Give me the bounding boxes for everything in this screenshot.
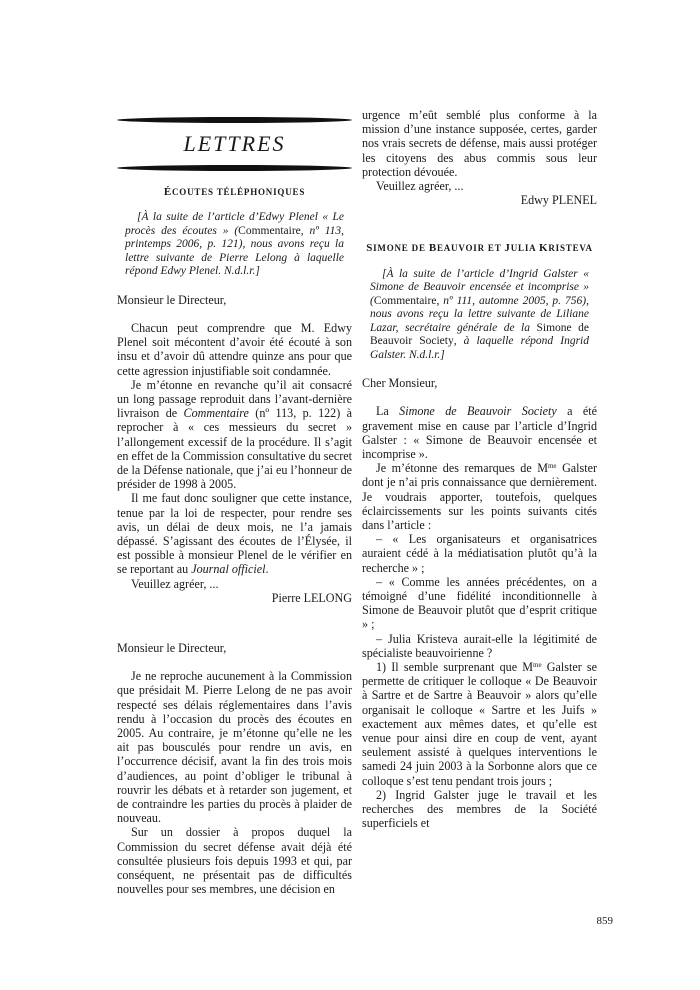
intro-ecoutes: [À la suite de l’article d’Edwy Plenel « Le procès des écoutes » (Commentaire, nº 113, printemps 2006, p. 121), nous avons reçu la lettre suivante de Pierre Lelong à laquelle répond Edwy Plenel. N.d.l.r.] — [125, 211, 344, 278]
closing: Veuillez agréer, ... — [376, 179, 464, 194]
signature-plenel: Edwy PLENEL — [520, 193, 597, 208]
left-column — [117, 108, 352, 896]
paragraph: Sur un dossier à propos duquel la Commission du secret défense avait déjà été consultée plusieurs fois depuis 1993 et qui, par conséquent, ne présentait pas de difficultés nouvelles pour ses membres, une décision en — [117, 825, 352, 897]
closing: Veuillez agréer, ... — [131, 576, 219, 591]
paragraph: La Simone de Beauvoir Society a été gravement mise en cause par l’article d’Ingrid Galster : « Simone de Beauvoir encensée et incomprise ». — [362, 404, 597, 461]
paragraph: Chacun peut comprendre que M. Edwy Plenel soit mécontent d’avoir été écouté à son insu et d’avoir dû attendre quinze ans pour que cette agression injustifiable soit condamnée. — [117, 320, 352, 378]
signature-lelong: Pierre LELONG — [271, 590, 352, 605]
quote-item: – Julia Kristeva aurait-elle la légitimité de spécialiste beauvoirienne ? — [362, 631, 597, 660]
top-rule — [117, 117, 352, 123]
paragraph: Il me faut donc souligner que cette instance, tenue par la loi de respecter, pour rendre ses avis, un délai de deux mois, ne l’a jamais dépassé. S’agissant des écoutes de l’Élysée, il est possible à monsieur Plenel de le vérifier en se reportant au Journal officiel. — [117, 491, 352, 577]
paragraph-continued: urgence m’eût semblé plus conforme à la mission d’une instance supposée, certes, garder nos vrais secrets de défense, mais aussi protéger les citoyens des abus commis sous leur protection dévouée. — [362, 108, 597, 179]
heading-ecoutes: ÉCOUTES TÉLÉPHONIQUES — [163, 186, 306, 198]
paragraph: Je m’étonne en revanche qu’il ait consacré un long passage reproduit dans l’avant-dernière livraison de Commentaire (nº 113, p. 122) à reprocher à « ces messieurs du secret » l’allongement excessif de la procédure. Il s’agit en effet de la Commission consultative du secret de la Défense nationale, que j’ai eu l’honneur de présider de 1998 à 2005. — [117, 377, 352, 492]
heading-beauvoir-kristeva: SIMONE DE BEAUVOIR ET JULIA KRISTEVA — [366, 242, 593, 255]
quote-item: – « Comme les années précédentes, on a témoigné d’une fidélité inconditionnelle à Simone de Beauvoir plutôt que d’esprit critique » ; — [362, 574, 597, 632]
section-header — [117, 117, 352, 171]
paragraph: 1) Il semble surprenant que $M^{me}$ Galster se permette de critiquer le colloque « De Beauvoir à Sartre et de Sartre à Beauvoir » alors qu’elle organisait le colloque « Sartre et les Juifs » exactement aux mêmes dates, et qu’elle est venue pour ainsi dire en coup de vent, ayant seulement assisté à quelques interventions le samedi 24 juin 2003 à la Sorbonne alors que ce colloque s’est tenu pendant trois jours ; — [362, 659, 598, 788]
salutation-lelong: Monsieur le Directeur, — [117, 292, 227, 307]
salutation-plenel: Monsieur le Directeur, — [117, 640, 227, 655]
page-title: LETTRES — [183, 131, 286, 156]
paragraph: Je ne reproche aucunement à la Commission que présidait M. Pierre Lelong de ne pas avoir respecté ses délais réglementaires dans l’avis rendu à l’occasion du procès des écoutes en 2005. Au contraire, je m’étonne qu’elle ne les ait pas bousculés pour rendre un avis, en l’occurrence décisif, avant la fin des trois mois d’audiences, au point d’obliger le tribunal à rouvrir les débats et à retarder son jugement, et de contraindre les parties du procès à plaider de nouveau. — [117, 669, 352, 826]
intro-beauvoir: [À la suite de l’article d’Ingrid Galster « Simone de Beauvoir encensée et incomprise » (Commentaire, nº 111, automne 2005, p. 756), nous avons reçu la lettre suivante de Liliane Lazar, secrétaire générale de la Simone de Beauvoir Society, à laquelle répond Ingrid Galster. N.d.l.r.] — [370, 267, 589, 361]
right-column — [362, 108, 597, 830]
quote-item: – « Les organisateurs et organisatrices auraient cédé à la médiatisation plutôt qu’à la recherche » ; — [362, 532, 597, 575]
paragraph: 2) Ingrid Galster juge le travail et les recherches des membres de la Société superficiels et — [362, 787, 597, 831]
bottom-rule — [117, 165, 352, 171]
page-number: 859 — [596, 915, 613, 927]
salutation-lazar: Cher Monsieur, — [362, 376, 438, 391]
paragraph: Je m’étonne des remarques de $M^{me}$ Galster dont je n’ai pris connaissance que dernièrement. Je voudrais apporter, toutefois, quelques éclaircissements sur les points suivants cités dans l’article : — [362, 461, 597, 532]
